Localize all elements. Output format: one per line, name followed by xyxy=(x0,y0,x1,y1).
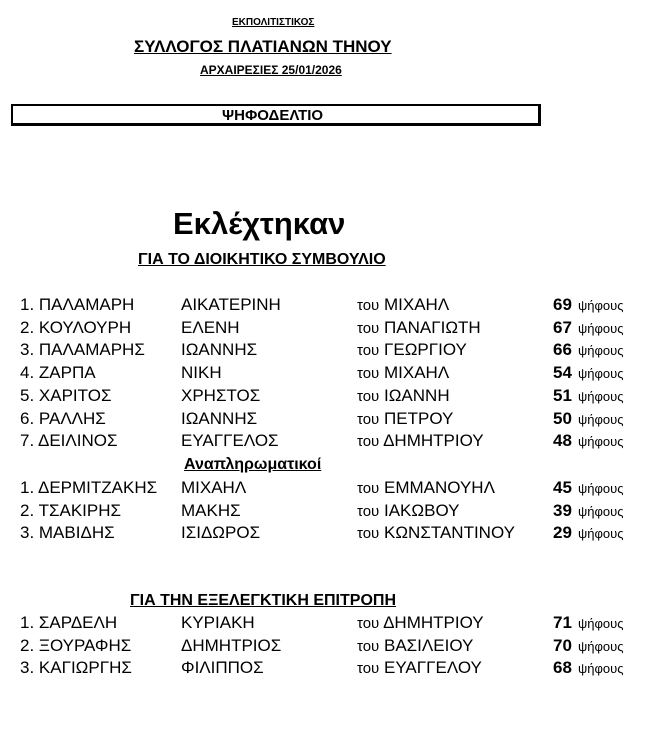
member-surname: 2. ΤΣΑΚΙΡΗΣ xyxy=(20,500,122,520)
father-prefix: του xyxy=(357,660,380,678)
member-father-name xyxy=(357,658,482,678)
member-father-name xyxy=(357,340,467,360)
member-first-name: ΜΑΚΗΣ xyxy=(181,500,241,520)
vote-unit: ψήφους xyxy=(578,481,624,496)
member-first-name: ΧΡΗΣΤΟΣ xyxy=(181,385,261,405)
vote-count: 71 xyxy=(553,613,572,632)
member-first-name: ΚΥΡΙΑΚΗ xyxy=(181,613,255,632)
vote-unit: ψήφους xyxy=(578,343,624,359)
member-surname: 4. ΖΑΡΠΑ xyxy=(20,363,96,383)
member-first-name: ΙΩΑΝΝΗΣ xyxy=(181,408,258,428)
member-father-name xyxy=(357,613,484,633)
vote-unit: ψήφους xyxy=(578,411,624,427)
member-row xyxy=(0,295,666,317)
vote-unit: ψήφους xyxy=(578,526,624,542)
vote-unit: ψήφους xyxy=(578,638,624,654)
election-date: ΑΡΧΑΙΡΕΣΙΕΣ 25/01/2026 xyxy=(200,63,342,77)
member-row xyxy=(0,523,666,545)
member-surname: 2. ΞΟΥΡΑΦΗΣ xyxy=(20,635,132,655)
member-father-name xyxy=(357,478,495,498)
vote-count: 54 xyxy=(553,363,572,383)
member-father-name xyxy=(357,409,453,429)
member-row xyxy=(0,636,666,658)
father-name: ΕΥΑΓΓΕΛΟΥ xyxy=(384,658,482,678)
vote-count: 29 xyxy=(553,523,572,543)
father-prefix: του xyxy=(357,502,380,520)
vote-count: 50 xyxy=(553,408,572,428)
member-father-name xyxy=(357,636,473,656)
member-father-name xyxy=(357,523,515,543)
father-prefix: του xyxy=(357,433,380,451)
father-name: ΒΑΣΙΛΕΙΟΥ xyxy=(384,635,474,655)
member-first-name: ΕΛΕΝΗ xyxy=(181,317,240,337)
member-row xyxy=(0,318,666,340)
father-prefix: του xyxy=(357,365,380,383)
father-prefix: του xyxy=(357,615,380,632)
father-prefix: του xyxy=(357,297,380,314)
father-prefix: του xyxy=(357,480,380,497)
member-first-name: ΦΙΛΙΠΠΟΣ xyxy=(181,658,264,678)
member-surname: 3. ΚΑΓΙΩΡΓΗΣ xyxy=(20,658,132,678)
member-father-name xyxy=(357,363,449,383)
vote-count: 39 xyxy=(553,500,572,520)
ballot-title: ΨΗΦΟΔΕΛΤΙΟ xyxy=(222,107,324,124)
vote-unit: ψήφους xyxy=(578,320,624,336)
member-surname: 5. ΧΑΡΙΤΟΣ xyxy=(20,385,112,405)
father-prefix: του xyxy=(357,525,380,543)
father-name: ΕΜΜΑΝΟΥΗΛ xyxy=(384,478,495,497)
vote-unit: ψήφους xyxy=(578,616,624,631)
member-row xyxy=(0,478,666,500)
vote-count: 66 xyxy=(553,340,572,360)
father-name: ΜΙΧΑΗΛ xyxy=(384,363,450,383)
member-first-name: ΙΩΑΝΝΗΣ xyxy=(181,340,258,360)
father-name: ΔΗΜΗΤΡΙΟΥ xyxy=(383,613,484,632)
father-name: ΠΕΤΡΟΥ xyxy=(384,408,454,428)
vote-unit: ψήφους xyxy=(578,503,624,519)
member-surname: 1. ΣΑΡΔΕΛΗ xyxy=(20,613,118,632)
vote-unit: ψήφους xyxy=(578,366,624,382)
member-father-name xyxy=(357,318,481,338)
father-name: ΙΩΑΝΝΗ xyxy=(384,385,450,405)
member-row xyxy=(0,431,666,453)
vote-count: 45 xyxy=(553,478,572,497)
member-row xyxy=(0,409,666,431)
vote-unit: ψήφους xyxy=(578,388,624,404)
member-first-name: ΝΙΚΗ xyxy=(181,363,222,383)
member-surname: 3. ΠΑΛΑΜΑΡΗΣ xyxy=(20,340,145,360)
org-type: ΕΚΠΟΛΙΤΙΣΤΙΚΟΣ xyxy=(232,17,315,28)
member-row xyxy=(0,658,666,680)
vote-count: 51 xyxy=(553,385,572,405)
member-row xyxy=(0,340,666,362)
member-father-name xyxy=(357,386,450,406)
member-surname: 1. ΔΕΡΜΙΤΖΑΚΗΣ xyxy=(20,478,158,497)
father-prefix: του xyxy=(357,637,380,655)
father-name: ΜΙΧΑΗΛ xyxy=(384,295,450,314)
father-prefix: του xyxy=(357,342,380,360)
member-row xyxy=(0,363,666,385)
vote-count: 70 xyxy=(553,635,572,655)
vote-unit: ψήφους xyxy=(578,298,624,313)
vote-count: 48 xyxy=(553,431,572,451)
member-first-name: ΑΙΚΑΤΕΡΙΝΗ xyxy=(181,295,281,314)
vote-unit: ψήφους xyxy=(578,434,624,450)
alternates-title: Αναπληρωματικοί xyxy=(184,456,322,473)
father-prefix: του xyxy=(357,410,380,428)
board-section-title: ΓΙΑ ΤΟ ΔΙΟΙΚΗΤΙΚΟ ΣΥΜΒΟΥΛΙΟ xyxy=(138,251,386,268)
member-surname: 7. ΔΕΙΛΙΝΟΣ xyxy=(20,431,118,451)
vote-count: 67 xyxy=(553,317,572,337)
member-surname: 6. ΡΑΛΛΗΣ xyxy=(20,408,106,428)
org-name: ΣΥΛΛΟΓΟΣ ΠΛΑΤΙΑΝΩΝ ΤΗΝΟΥ xyxy=(134,37,392,56)
elected-title: Εκλέχτηκαν xyxy=(173,206,346,241)
member-father-name xyxy=(357,295,449,315)
member-father-name xyxy=(357,501,459,521)
father-name: ΠΑΝΑΓΙΩΤΗ xyxy=(384,317,481,337)
father-name: ΚΩΝΣΤΑΝΤΙΝΟΥ xyxy=(384,523,515,543)
vote-unit: ψήφους xyxy=(578,661,624,677)
vote-count: 69 xyxy=(553,295,572,314)
member-surname: 1. ΠΑΛΑΜΑΡΗ xyxy=(20,295,135,314)
member-row xyxy=(0,386,666,408)
member-row xyxy=(0,501,666,523)
member-row xyxy=(0,613,666,635)
audit-section-title: ΓΙΑ ΤΗΝ ΕΞΕΛΕΓΚΤΙΚΗ ΕΠΙΤΡΟΠΗ xyxy=(130,592,396,609)
member-surname: 2. ΚΟΥΛΟΥΡΗ xyxy=(20,317,132,337)
father-prefix: του xyxy=(357,387,380,405)
member-first-name: ΙΣΙΔΩΡΟΣ xyxy=(181,523,261,543)
father-prefix: του xyxy=(357,319,380,337)
member-first-name: ΔΗΜΗΤΡΙΟΣ xyxy=(181,635,282,655)
member-first-name: ΕΥΑΓΓΕΛΟΣ xyxy=(181,431,279,451)
father-name: ΓΕΩΡΓΙΟΥ xyxy=(384,340,467,360)
member-first-name: ΜΙΧΑΗΛ xyxy=(181,478,247,497)
vote-count: 68 xyxy=(553,658,572,678)
father-name: ΔΗΜΗΤΡΙΟΥ xyxy=(383,431,484,451)
member-father-name xyxy=(357,431,484,451)
father-name: ΙΑΚΩΒΟΥ xyxy=(384,500,460,520)
member-surname: 3. ΜΑΒΙΔΗΣ xyxy=(20,523,115,543)
